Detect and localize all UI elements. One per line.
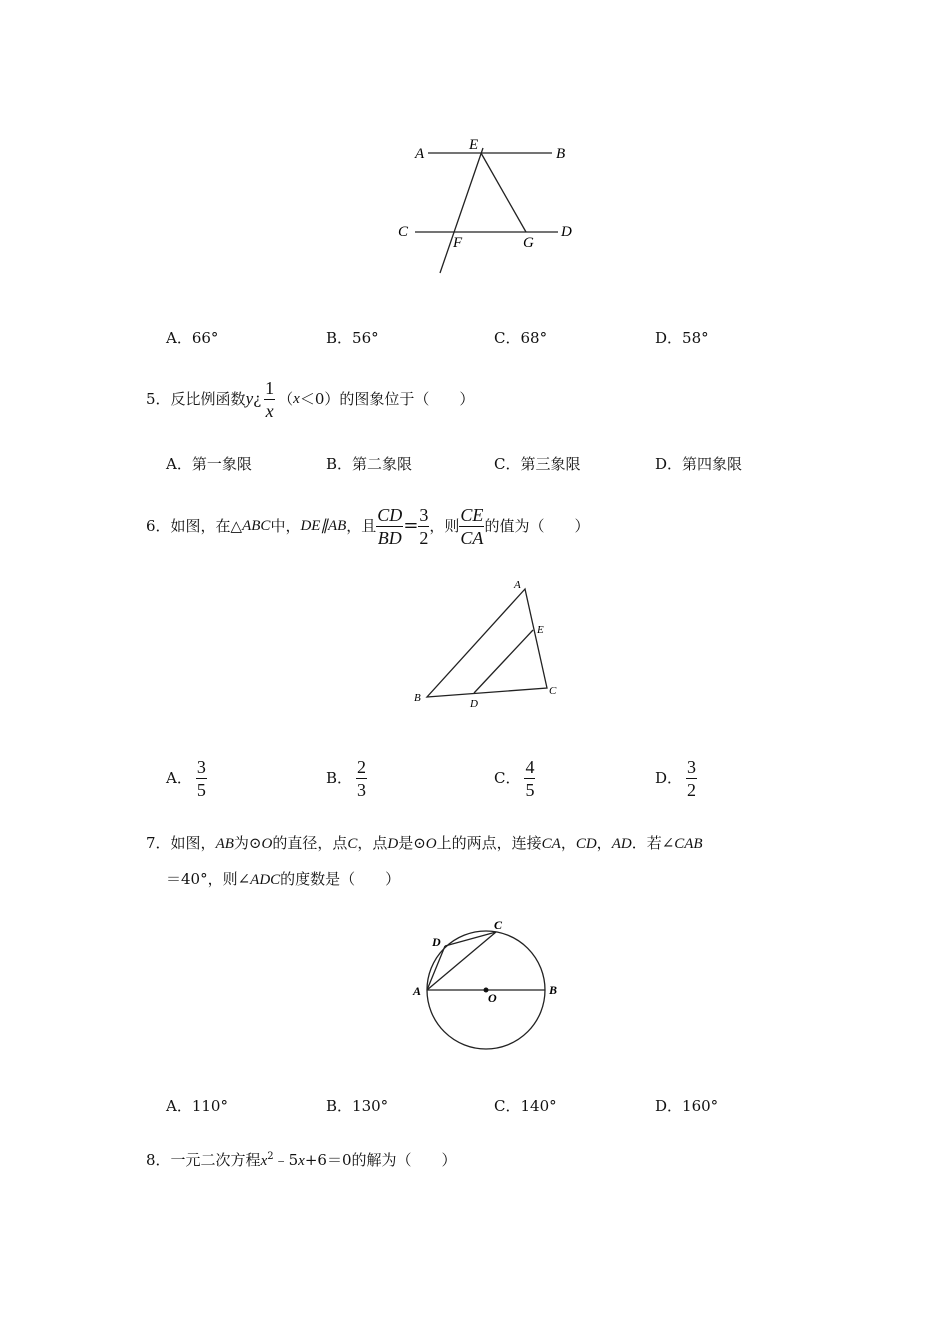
label-d: D — [432, 935, 441, 949]
q5-option-b[interactable]: B．第二象限 — [326, 455, 413, 473]
label-g: G — [523, 235, 534, 251]
label-a: A — [514, 579, 521, 591]
q4-option-d[interactable]: D．58° — [655, 329, 709, 347]
q6-option-d[interactable]: D． $\frac{3}{2}$ — [655, 756, 697, 800]
label-d: D — [561, 224, 572, 240]
label-b: B — [556, 146, 566, 162]
label-d: D — [470, 698, 478, 710]
q7-option-d[interactable]: D．160° — [655, 1097, 719, 1115]
q5-stem: 5． 反比例函数 y ¿ $\frac{1}{x}$ （ x ＜0）的图象位于（ ） — [146, 377, 475, 421]
q7-stem-line1: 7．如图，AB为⊙O的直径，点C，点D是⊙O上的两点，连接CA，CD，AD．若∠CAB — [146, 834, 703, 852]
q6-fraction-3-2: $\frac{3}{2}$ — [419, 504, 429, 548]
q7-figure — [405, 915, 565, 1055]
q8-stem: 8．一元二次方程$x^2﹣5x+6=0$的解为（ ） — [146, 1151, 457, 1169]
q6-stem: 6． 如图，在△ ABC 中， DE∥AB ，且 $\frac{CD}{BD}$ = $\frac{3}{2}$ ，则 $\frac{CE}{CA}$ 的值为（ ） — [146, 504, 590, 548]
q7-option-a[interactable]: A．110° — [166, 1097, 228, 1115]
q5-option-a[interactable]: A．第一象限 — [166, 455, 252, 473]
q6-option-b[interactable]: B． $\frac{2}{3}$ — [326, 756, 367, 800]
label-c: C — [549, 685, 557, 697]
q4-option-a[interactable]: A．66° — [166, 329, 219, 347]
label-c: C — [494, 918, 503, 932]
q6-option-c[interactable]: C． $\frac{4}{5}$ — [494, 756, 535, 800]
label-a: A — [415, 146, 425, 162]
label-e: E — [537, 624, 544, 636]
segment-de — [474, 630, 533, 693]
label-c: C — [398, 224, 409, 240]
q6-fraction-ce-ca: $\frac{CE}{CA}$ — [460, 504, 484, 548]
line-eg — [481, 153, 526, 232]
q5-option-d[interactable]: D．第四象限 — [655, 455, 743, 473]
q4-option-b[interactable]: B．56° — [326, 329, 379, 347]
q6-fraction-cd-bd: $\frac{CD}{BD}$ — [377, 504, 403, 548]
label-b: B — [414, 692, 421, 704]
q7-stem-line2: ＝40°，则∠ADC的度数是（ ） — [166, 870, 401, 888]
label-f: F — [453, 235, 463, 251]
q4-figure — [390, 130, 590, 280]
q5-fraction: $\frac{1}{x}$ — [265, 377, 275, 421]
q6-figure — [400, 570, 570, 715]
q6-option-a[interactable]: A． $\frac{3}{5}$ — [166, 756, 206, 800]
q7-option-c[interactable]: C．140° — [494, 1097, 557, 1115]
label-a: A — [413, 984, 422, 998]
label-b: B — [549, 983, 558, 997]
label-o: O — [488, 991, 497, 1005]
triangle-abc — [427, 589, 547, 697]
line-ef-transversal — [440, 148, 483, 273]
q5-option-c[interactable]: C．第三象限 — [494, 455, 581, 473]
label-e: E — [469, 137, 479, 153]
q4-option-c[interactable]: C．68° — [494, 329, 548, 347]
q7-option-b[interactable]: B．130° — [326, 1097, 389, 1115]
chord-ad — [427, 946, 445, 990]
